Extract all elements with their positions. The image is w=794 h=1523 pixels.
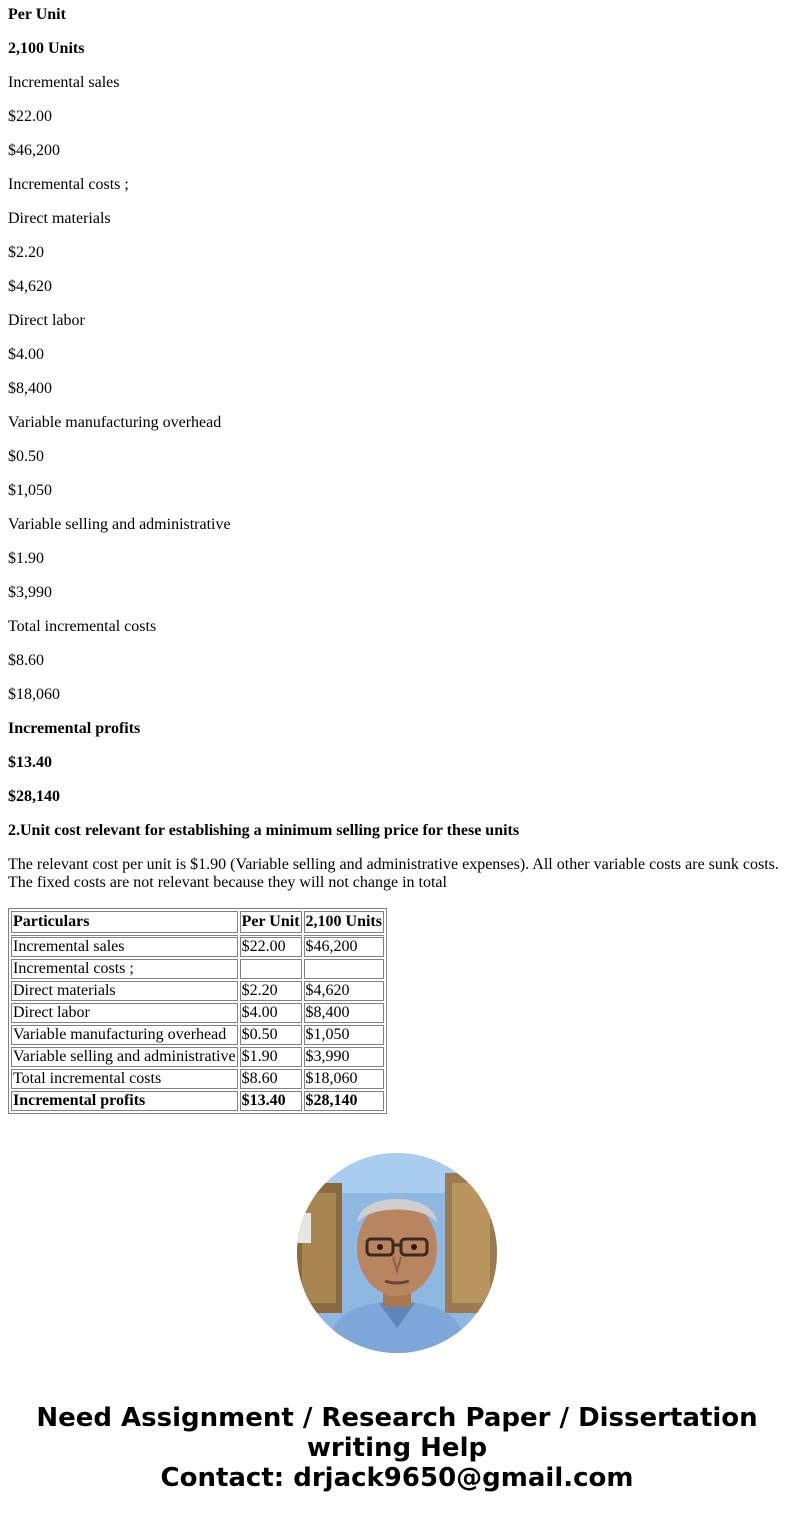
promo-contact: Contact: drjack9650@gmail.com xyxy=(160,1463,634,1493)
table-row xyxy=(11,981,384,1001)
text-line: $13.40 xyxy=(8,754,52,771)
text-line: 2.Unit cost relevant for establishing a minimum selling price for these units xyxy=(8,822,520,839)
table-header-row xyxy=(11,911,384,933)
text-line: 2,100 Units xyxy=(8,40,85,57)
particulars-cell: Direct materials xyxy=(11,981,238,1001)
header-particulars: Particulars xyxy=(11,911,238,933)
table-row xyxy=(11,1091,384,1111)
table-row xyxy=(11,1047,384,1067)
particulars-cell: Incremental costs ; xyxy=(11,959,238,979)
table-row xyxy=(11,959,384,979)
text-line: $46,200 xyxy=(8,142,60,159)
per-unit-cell: $22.00 xyxy=(240,935,302,957)
text-line: $1.90 xyxy=(8,550,44,567)
table-row xyxy=(11,1003,384,1023)
per-unit-cell: $8.60 xyxy=(240,1069,302,1089)
text-line: $3,990 xyxy=(8,584,52,601)
text-line: Per Unit xyxy=(8,6,66,23)
text-line: Incremental profits xyxy=(8,720,141,737)
text-line: $2.20 xyxy=(8,244,44,261)
explanation-paragraph: The relevant cost per unit is $1.90 (Variable selling and administrative expenses). All other variable costs are sunk costs. The fixed costs are not relevant because they will not change in total xyxy=(8,856,779,891)
total-units-cell: $18,060 xyxy=(304,1069,384,1089)
text-line: Direct labor xyxy=(8,312,85,329)
per-unit-cell: $1.90 xyxy=(240,1047,302,1067)
table-row xyxy=(11,1069,384,1089)
text-line: $22.00 xyxy=(8,108,52,125)
per-unit-cell: $0.50 xyxy=(240,1025,302,1045)
table-row xyxy=(11,935,384,957)
per-unit-cell xyxy=(240,959,302,979)
total-units-cell: $8,400 xyxy=(304,1003,384,1023)
total-units-cell: $28,140 xyxy=(304,1091,384,1111)
text-line: Incremental costs ; xyxy=(8,176,129,193)
text-line: $18,060 xyxy=(8,686,60,703)
incremental-profit-table xyxy=(8,908,387,1114)
promo-banner xyxy=(0,1403,794,1493)
text-line: $4.00 xyxy=(8,346,44,363)
text-line: Total incremental costs xyxy=(8,618,157,635)
particulars-cell: Total incremental costs xyxy=(11,1069,238,1089)
total-units-cell: $3,990 xyxy=(304,1047,384,1067)
text-line: Variable selling and administrative xyxy=(8,516,231,533)
text-line: $1,050 xyxy=(8,482,52,499)
per-unit-cell: $13.40 xyxy=(240,1091,302,1111)
total-units-cell: $46,200 xyxy=(304,935,384,957)
text-line: $4,620 xyxy=(8,278,52,295)
author-portrait-image xyxy=(297,1153,497,1353)
text-line: Incremental sales xyxy=(8,74,120,91)
particulars-cell: Variable manufacturing overhead xyxy=(11,1025,238,1045)
promo-line-2: writing Help xyxy=(306,1433,488,1463)
particulars-cell: Variable selling and administrative xyxy=(13,1048,236,1065)
per-unit-cell: $4.00 xyxy=(240,1003,302,1023)
total-units-cell: $4,620 xyxy=(304,981,384,1001)
text-line: $8.60 xyxy=(8,652,44,669)
text-line: Direct materials xyxy=(8,210,111,227)
promo-line-1: Need Assignment / Research Paper / Dissertation xyxy=(36,1403,758,1433)
particulars-cell: Incremental sales xyxy=(11,935,238,957)
line-list xyxy=(8,6,786,840)
particulars-cell: Direct labor xyxy=(11,1003,238,1023)
header-per-unit: Per Unit xyxy=(240,911,302,933)
text-line: $28,140 xyxy=(8,788,60,805)
particulars-cell: Incremental profits xyxy=(11,1091,238,1111)
text-line: $8,400 xyxy=(8,380,52,397)
total-units-cell: $1,050 xyxy=(304,1025,384,1045)
table-row xyxy=(11,1025,384,1045)
text-line: Variable manufacturing overhead xyxy=(8,414,222,431)
per-unit-cell: $2.20 xyxy=(240,981,302,1001)
author-photo xyxy=(297,1153,497,1353)
text-line: $0.50 xyxy=(8,448,44,465)
header-total-units: 2,100 Units xyxy=(304,911,384,933)
total-units-cell xyxy=(304,959,384,979)
